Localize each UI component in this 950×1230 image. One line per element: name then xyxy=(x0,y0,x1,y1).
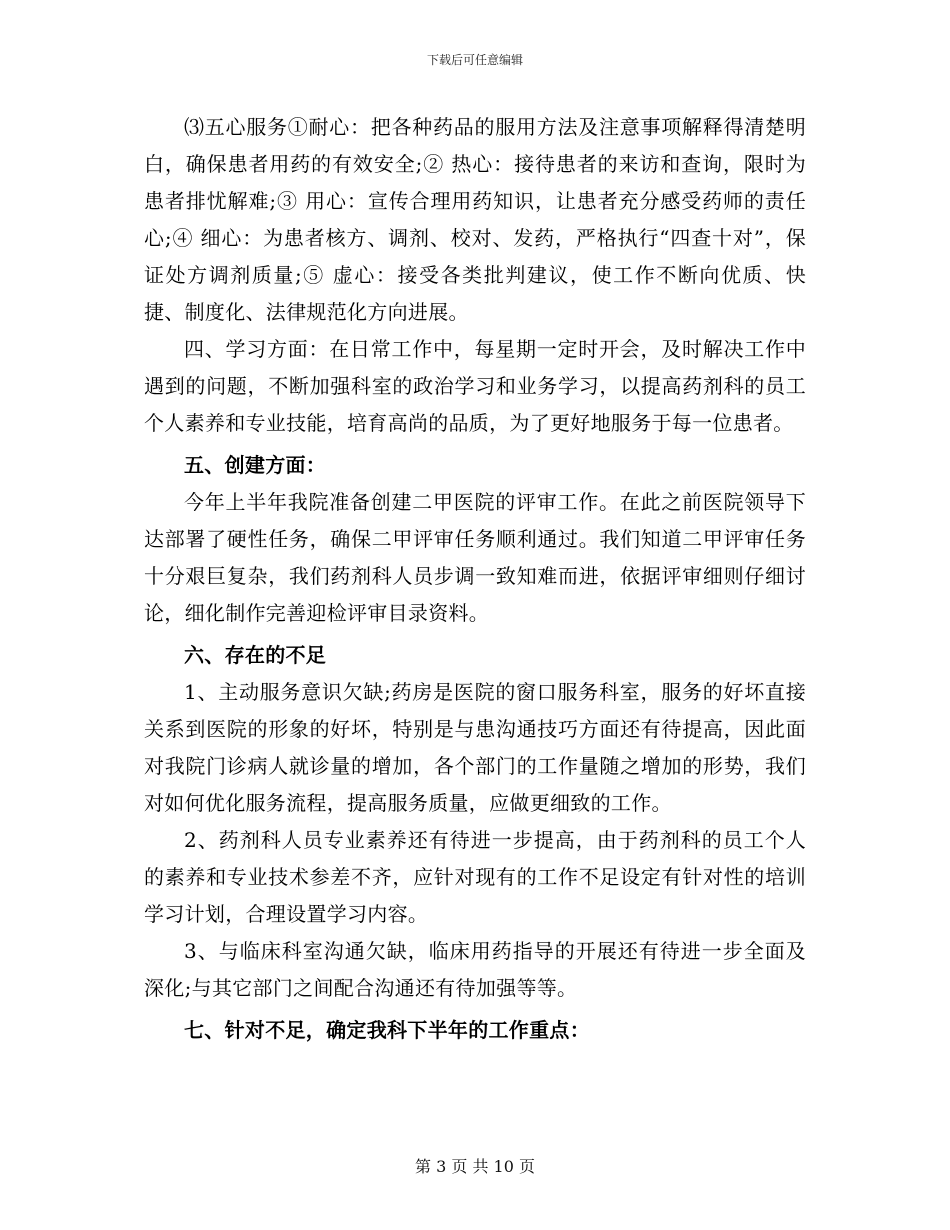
section-heading-work-focus: 七、针对不足，确定我科下半年的工作重点： xyxy=(184,1018,590,1042)
paragraph-shortcoming-3: 3、与临床科室沟通欠缺，临床用药指导的开展还有待进一步全面及深化;与其它部门之间配合沟通还有待加强等等。 xyxy=(144,939,806,1000)
paragraph-shortcoming-2: 2、药剂科人员专业素养还有待进一步提高，由于药剂科的员工个人的素养和专业技术参差不齐，应针对现有的工作不足设定有针对性的培训学习计划，合理设置学习内容。 xyxy=(144,828,806,926)
paragraph-learning: 四、学习方面：在日常工作中，每星期一定时开会，及时解决工作中遇到的问题，不断加强科室的政治学习和业务学习，以提高药剂科的员工个人素养和专业技能，培育高尚的品质，为了更好地服务于每一位患者。 xyxy=(144,337,806,435)
page-header: 下载后可任意编辑 xyxy=(426,53,523,67)
paragraph-five-hearts-service: ⑶五心服务①耐心：把各种药品的服用方法及注意事项解释得清楚明白，确保患者用药的有效安全;② 热心：接待患者的来访和查询，限时为患者排忧解难;③ 用心：宣传合理用药知识，让患者充分感受药师的责任心;④ 细心：为患者核方、调剂、校对、发药，严格执行“四查十对”，保证处方调剂质量;⑤ 虚心：接受各类批判建议，使工作不断向优质、快捷、制度化、法律规范化方向进展。 xyxy=(144,115,806,324)
section-heading-creation: 五、创建方面： xyxy=(184,453,327,477)
paragraph-creation: 今年上半年我院准备创建二甲医院的评审工作。在此之前医院领导下达部署了硬性任务，确保二甲评审任务顺利通过。我们知道二甲评审任务十分艰巨复杂，我们药剂科人员步调一致知难而进，依据评审细则仔细讨论，细化制作完善迎检评审目录资料。 xyxy=(144,490,806,625)
document-body xyxy=(144,109,806,1049)
paragraph-shortcoming-1: 1、主动服务意识欠缺;药房是医院的窗口服务科室，服务的好坏直接关系到医院的形象的好坏，特别是与患沟通技巧方面还有待提高，因此面对我院门诊病人就诊量的增加，各个部门的工作量随之增加的形势，我们对如何优化服务流程，提高服务质量，应做更细致的工作。 xyxy=(144,680,806,815)
page-footer: 第 3 页 共 10 页 xyxy=(415,1157,535,1176)
section-heading-shortcomings: 六、存在的不足 xyxy=(184,643,327,667)
